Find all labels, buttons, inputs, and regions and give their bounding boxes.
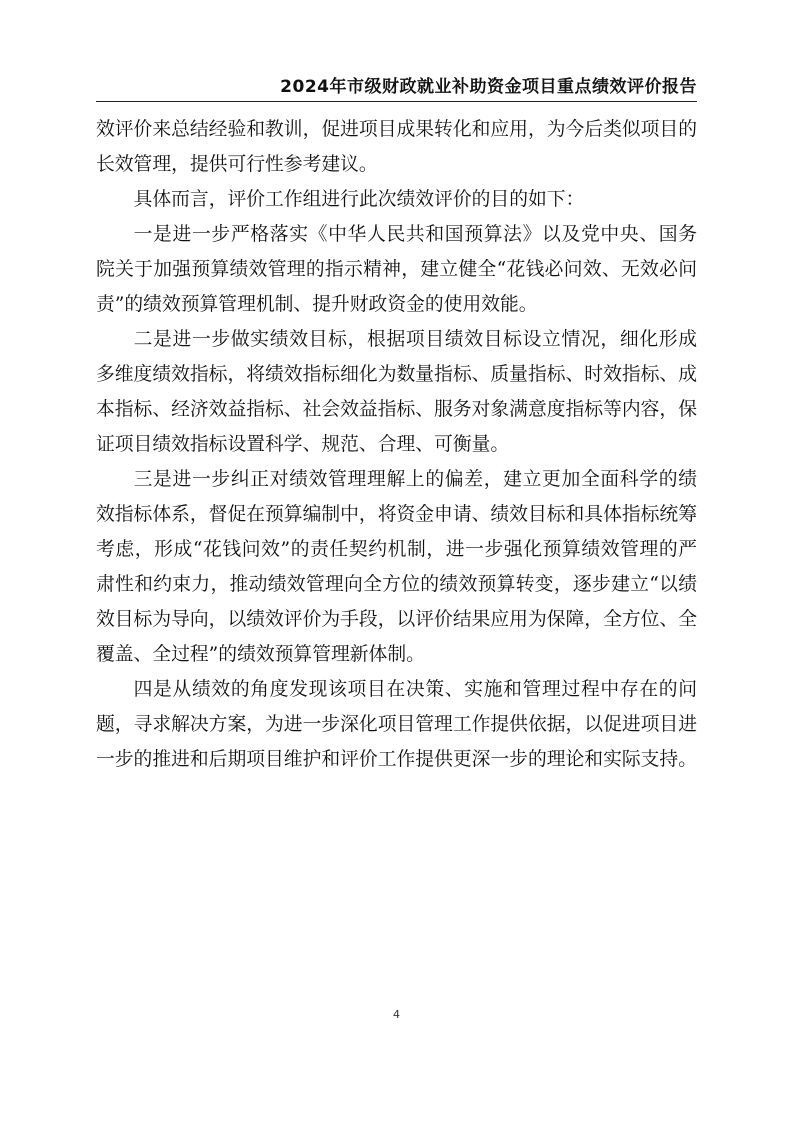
header-divider xyxy=(96,101,697,102)
paragraph-continuation: 效评价来总结经验和教训，促进项目成果转化和应用，为今后类似项目的长效管理，提供可行性参考建议。 xyxy=(96,119,697,175)
paragraph-purpose-intro: 具体而言，评价工作组进行此次绩效评价的目的如下： xyxy=(133,189,585,210)
body-text xyxy=(96,112,697,777)
paragraph-purpose-four: 四是从绩效的角度发现该项目在决策、实施和管理过程中存在的问题，寻求解决方案，为进一步深化项目管理工作提供依据，以促进项目进一步的推进和后期项目维护和评价工作提供更深一步的理论和实际支持。 xyxy=(96,679,697,770)
page-number: 4 xyxy=(393,1008,400,1021)
paragraph-purpose-three: 三是进一步纠正对绩效管理理解上的偏差，建立更加全面科学的绩效指标体系，督促在预算编制中，将资金申请、绩效目标和具体指标统筹考虑，形成“花钱问效”的责任契约机制，进一步强化预算绩效管理的严肃性和约束力，推动绩效管理向全方位的绩效预算转变，逐步建立“以绩效目标为导向，以绩效评价为手段，以评价结果应用为保障，全方位、全覆盖、全过程”的绩效预算管理新体制。 xyxy=(96,469,697,665)
paragraph-purpose-two: 二是进一步做实绩效目标，根据项目绩效目标设立情况，细化形成多维度绩效指标，将绩效指标细化为数量指标、质量指标、时效指标、成本指标、经济效益指标、社会效益指标、服务对象满意度指标等内容，保证项目绩效指标设置科学、规范、合理、可衡量。 xyxy=(96,329,697,455)
running-header-title: 2024年市级财政就业补助资金项目重点绩效评价报告 xyxy=(280,77,697,97)
paragraph-purpose-one: 一是进一步严格落实《中华人民共和国预算法》以及党中央、国务院关于加强预算绩效管理的指示精神，建立健全“花钱必问效、无效必问责”的绩效预算管理机制、提升财政资金的使用效能。 xyxy=(96,224,697,315)
